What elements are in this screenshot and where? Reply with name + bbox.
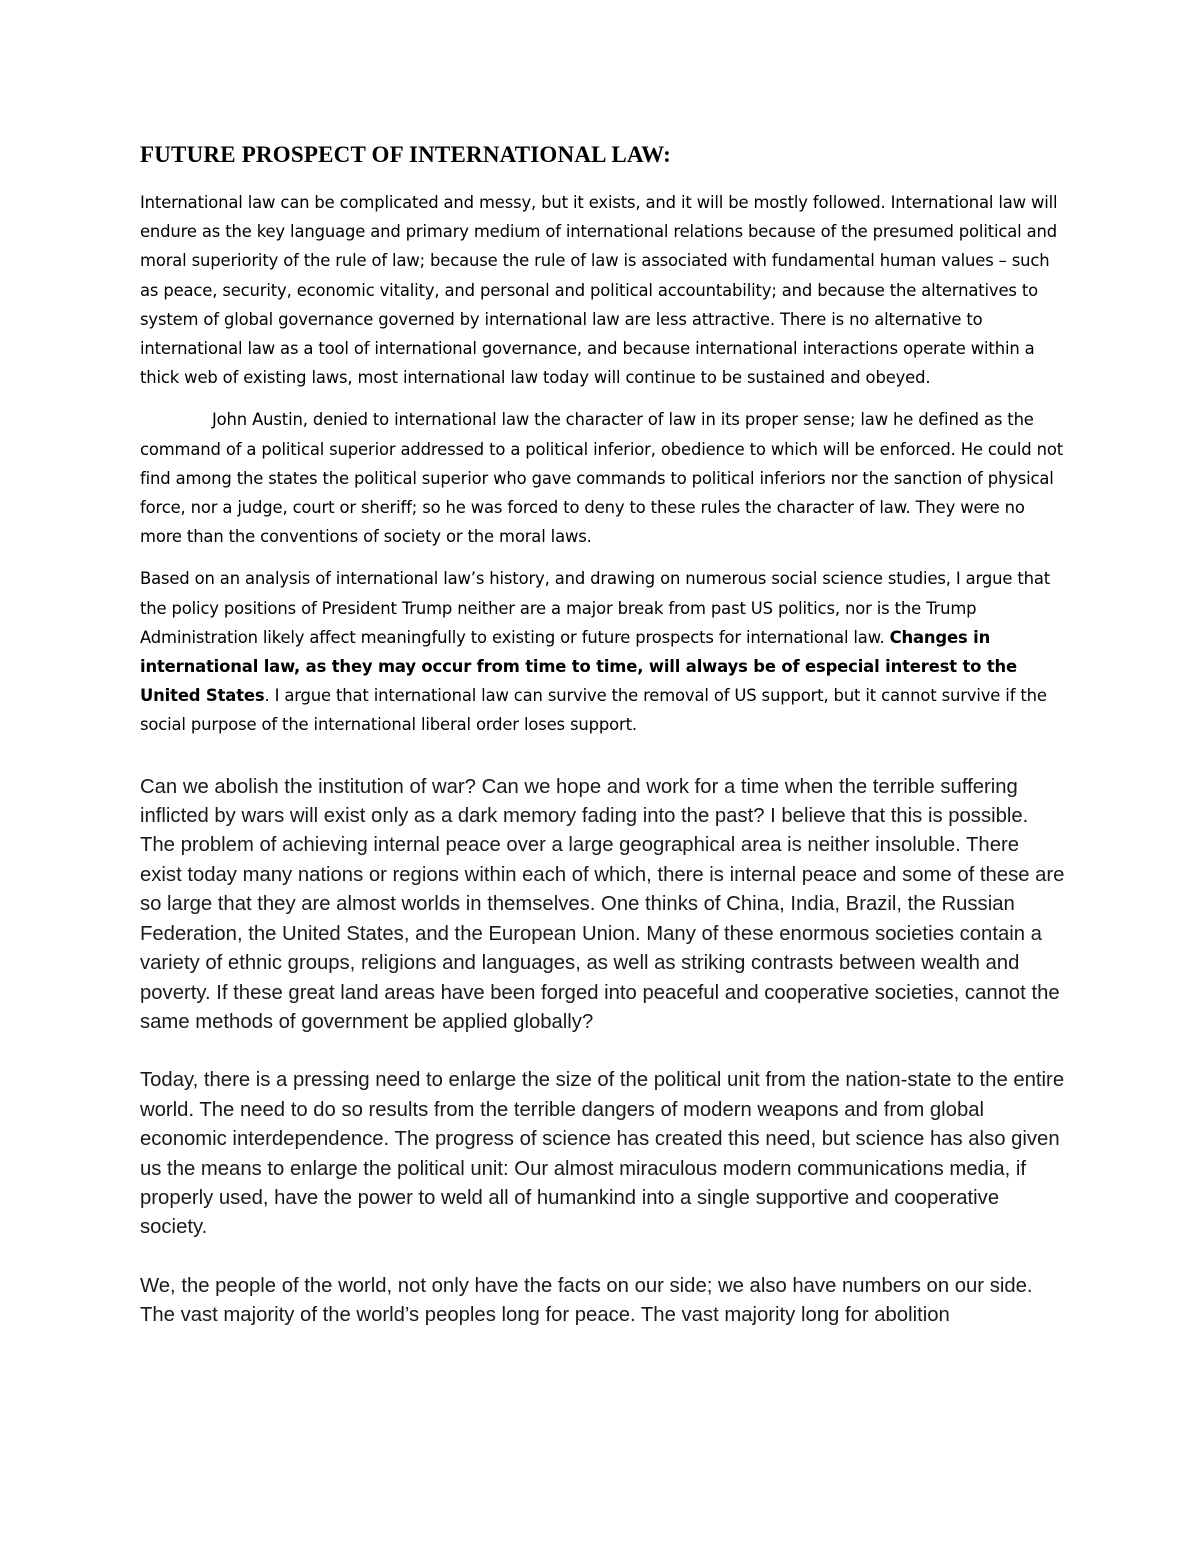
paragraph-spacer <box>140 753 1065 773</box>
paragraph-text: . I argue that international law can survive the removal of US support, but it cannot survive if the social purpose of the international liberal order loses support. <box>140 686 1047 735</box>
bold-emphasis-text: Changes in international law, as they may occur from time to time, will always be of especial interest to the United States <box>140 627 1018 706</box>
paragraph-political-unit: Today, there is a pressing need to enlarge the size of the political unit from the nation-state to the entire world. The need to do so results from the terrible dangers of modern weapons and from global economic interdependence. The progress of science has created this need, but science has also given us the means to enlarge the political unit: Our almost miraculous modern communications media, if properly used, have the power to weld all of humankind into a single supportive and cooperative society. <box>140 1069 1065 1239</box>
paragraph-john-austin: John Austin, denied to international law the character of law in its proper sense; law he defined as the command of a political superior addressed to a political inferior, obedience to which will be enforced. He could not find among the states the political superior who gave commands to political inferiors nor the sanction of physical force, nor a judge, court or sheriff; so he was forced to deny to these rules the character of law. They were no more than the conventions of society or the moral laws. <box>140 410 1064 547</box>
paragraph-text: Based on an analysis of international law’s history, and drawing on numerous social science studies, I argue that the policy positions of President Trump neither are a major break from past US politics, nor is the Trump Administration likely affect meaningfully to existing or future prospects for international law. <box>140 569 1051 647</box>
paragraph-people-of-world: We, the people of the world, not only have the facts on our side; we also have numbers on our side. The vast majority of the world’s peoples long for peace. The vast majority long for abolition <box>140 1274 1033 1327</box>
document-body <box>140 140 1065 1360</box>
paragraph-future-of-law: International law can be complicated and messy, but it exists, and it will be mostly followed. International law will endure as the key language and primary medium of international relations because of the presumed political and moral superiority of the rule of law; because the rule of law is associated with fundamental human values – such as peace, security, economic vitality, and personal and political accountability; and because the alternatives to system of global governance governed by international law are less attractive. There is no alternative to international law as a tool of international governance, and because international interactions operate within a thick web of existing laws, most international law today will continue to be sustained and obeyed. <box>140 193 1058 388</box>
paragraph-trump-analysis <box>140 564 1065 739</box>
document-title: FUTURE PROSPECT OF INTERNATIONAL LAW: <box>140 142 671 167</box>
paragraph-abolish-war: Can we abolish the institution of war? Can we hope and work for a time when the terrible suffering inflicted by wars will exist only as a dark memory fading into the past? I believe that this is possible. The problem of achieving internal peace over a large geographical area is neither insoluble. There exist today many nations or regions within each of which, there is internal peace and some of these are so large that they are almost worlds in themselves. One thinks of China, India, Brazil, the Russian Federation, the United States, and the European Union. Many of these enormous societies contain a variety of ethnic groups, religions and languages, as well as striking contrasts between wealth and poverty. If these great land areas have been forged into peaceful and cooperative societies, cannot the same methods of government be applied globally? <box>140 775 1065 1033</box>
